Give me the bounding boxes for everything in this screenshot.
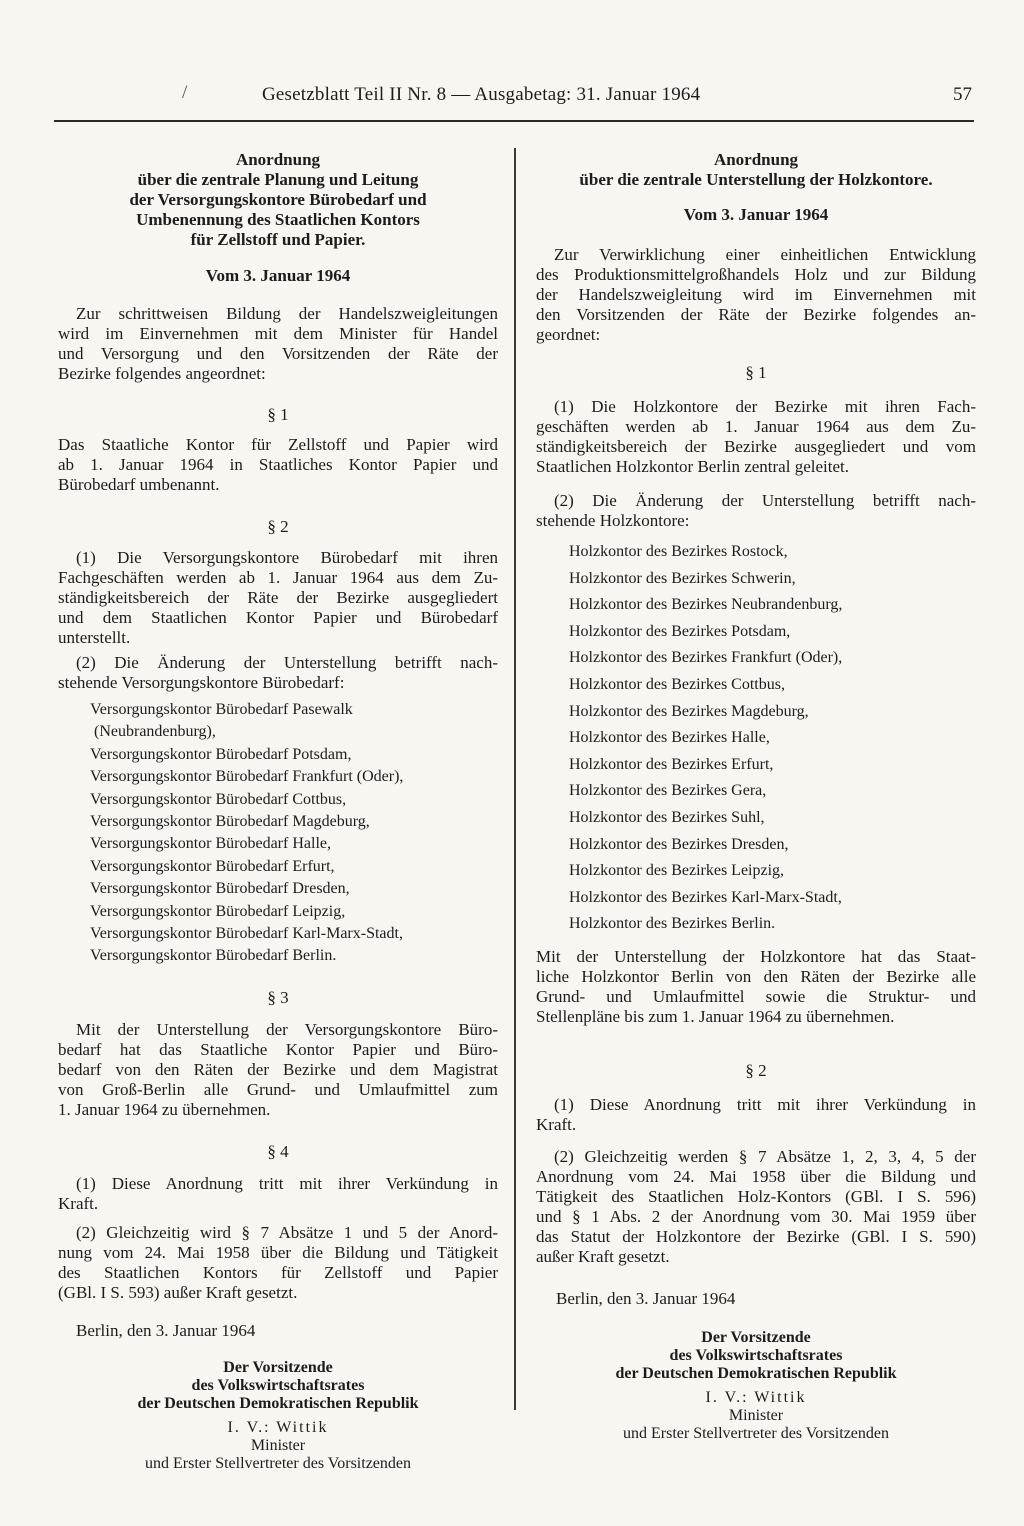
signatory-title: des Volkswirtschaftsrates — [669, 1346, 843, 1364]
right-s2-p2 — [536, 1147, 976, 1267]
right-s1-p2 — [536, 491, 976, 531]
title-line: für Zellstoff und Papier. — [190, 230, 366, 249]
text-line: (1) Die Versorgungskontore Bürobedarf mit ihren — [76, 548, 498, 567]
text-line: Kraft. — [536, 1114, 577, 1134]
text-line: Mit der Unterstellung der Versorgungskontore Büro- — [76, 1019, 498, 1039]
list-item: Versorgungskontor Bürobedarf Frankfurt (Oder), — [90, 768, 404, 786]
list-item: Holzkontor des Bezirkes Karl-Marx-Stadt, — [569, 888, 842, 906]
section-heading: § 2 — [267, 517, 289, 536]
signatory-title: Der Vorsitzende — [701, 1328, 811, 1346]
list-item: Versorgungskontor Bürobedarf Potsdam, — [90, 745, 352, 763]
text-line: 1. Januar 1964 zu übernehmen. — [58, 1099, 271, 1119]
right-signature — [536, 1329, 976, 1443]
signatory-role: Minister — [250, 1436, 306, 1454]
left-s4-p2 — [58, 1223, 498, 1303]
left-s2-p1 — [58, 548, 498, 648]
left-s1-text — [58, 435, 498, 495]
text-line: ab 1. Januar 1964 in Staatliches Kontor Papier und — [58, 455, 498, 474]
text-line: (1) Diese Anordnung tritt mit ihrer Verkündung in — [76, 1173, 498, 1193]
text-line: Fachgeschäften werden ab 1. Januar 1964 aus dem Zu- — [58, 568, 498, 587]
title-line: Anordnung — [713, 150, 799, 169]
text-line: des Produktionsmittelgroßhandels Holz und zur Bildung — [536, 265, 976, 284]
signatory-title: der Deutschen Demokratischen Republik — [615, 1364, 897, 1382]
page-header — [0, 84, 1024, 118]
title-line: über die zentrale Unterstellung der Holzkontore. — [579, 170, 933, 189]
text-line: Das Staatliche Kontor für Zellstoff und Papier wird — [58, 435, 498, 454]
left-column — [58, 150, 498, 1473]
list-item: Versorgungskontor Bürobedarf Berlin. — [90, 947, 337, 965]
text-line: und § 1 Abs. 2 der Anordnung vom 30. Mai 1959 über — [536, 1206, 976, 1226]
text-line: ständigkeitsbereich der Bezirke ausgegliedert und vom — [536, 437, 976, 456]
text-line: Tätigkeit des Staatlichen Holz-Kontors (GBl. I S. 596) — [536, 1186, 976, 1206]
text-line: Zur schrittweisen Bildung der Handelszweigleitungen — [76, 304, 498, 323]
text-line: außer Kraft gesetzt. — [536, 1246, 670, 1266]
text-line: ständigkeitsbereich der Räte der Bezirke ausgegliedert — [58, 588, 498, 607]
list-item: Holzkontor des Bezirkes Magdeburg, — [569, 702, 809, 720]
header-rule — [54, 120, 974, 122]
text-line: bedarf von den Räten der Bezirke und dem Magistrat — [58, 1059, 498, 1079]
text-line: Grund- und Umlaufmittel sowie die Struktur- und — [536, 986, 976, 1006]
holzkontor-list — [536, 539, 976, 938]
signatory-title: Der Vorsitzende — [223, 1358, 333, 1376]
text-line: liche Holzkontor Berlin von den Räten der Bezirke alle — [536, 966, 976, 986]
signatory-role: Minister — [728, 1406, 784, 1424]
title-line: der Versorgungskontore Bürobedarf und — [129, 190, 427, 209]
left-kontor-list — [58, 699, 498, 968]
list-item: Versorgungskontor Bürobedarf Erfurt, — [90, 857, 335, 875]
list-item: Holzkontor des Bezirkes Frankfurt (Oder), — [569, 649, 843, 667]
text-line: unterstellt. — [58, 628, 131, 647]
list-item: Holzkontor des Bezirkes Potsdam, — [569, 622, 791, 640]
text-line: nung vom 24. Mai 1958 über die Bildung und Tätigkeit — [58, 1242, 498, 1262]
list-item: Versorgungskontor Bürobedarf Dresden, — [90, 880, 350, 898]
left-signature — [58, 1359, 498, 1473]
list-item: Holzkontor des Bezirkes Suhl, — [569, 808, 765, 826]
text-line: Bürobedarf umbenannt. — [58, 475, 220, 494]
place-date: Berlin, den 3. Januar 1964 — [76, 1320, 256, 1340]
margin-mark: / — [182, 82, 188, 103]
text-line: Zur Verwirklichung einer einheitlichen Entwicklung — [554, 245, 976, 264]
text-line: des Staatlichen Kontors für Zellstoff und Papier — [58, 1262, 498, 1282]
text-line: Anordnung vom 24. Mai 1958 über die Bildung und — [536, 1166, 976, 1186]
list-item: Versorgungskontor Bürobedarf Cottbus, — [90, 790, 347, 808]
list-item: Holzkontor des Bezirkes Cottbus, — [569, 675, 785, 693]
section-heading: § 2 — [745, 1060, 767, 1080]
signatory-role: und Erster Stellvertreter des Vorsitzenden — [145, 1454, 411, 1472]
text-line: Stellenpläne bis zum 1. Januar 1964 zu übernehmen. — [536, 1006, 895, 1026]
text-line: geschäften werden ab 1. Januar 1964 aus dem Zu- — [536, 417, 976, 436]
list-item: Holzkontor des Bezirkes Erfurt, — [569, 755, 774, 773]
list-item: Holzkontor des Bezirkes Rostock, — [569, 543, 788, 560]
text-line: Kraft. — [58, 1193, 99, 1213]
text-line: bedarf hat das Staatliche Kontor Papier und Büro- — [58, 1039, 498, 1059]
text-line: geordnet: — [536, 325, 601, 344]
text-line: und Versorgung und den Vorsitzenden der Räte der — [58, 344, 498, 363]
list-item: Holzkontor des Bezirkes Schwerin, — [569, 569, 796, 587]
list-item: Versorgungskontor Bürobedarf Karl-Marx-Stadt, — [90, 925, 403, 943]
left-date: Vom 3. Januar 1964 — [205, 266, 351, 285]
signatory-name: I. V.: Wittik — [705, 1388, 807, 1406]
text-line: (GBl. I S. 593) außer Kraft gesetzt. — [58, 1282, 298, 1302]
right-column — [536, 150, 976, 1443]
signatory-title: des Volkswirtschaftsrates — [191, 1376, 365, 1394]
text-line: (2) Gleichzeitig werden § 7 Absätze 1, 2, 3, 4, 5 der — [554, 1146, 976, 1166]
text-line: der Handelszweigleitung wird im Einvernehmen mit — [536, 285, 976, 304]
signatory-role: und Erster Stellvertreter des Vorsitzenden — [623, 1424, 889, 1442]
text-line: den Vorsitzenden der Räte der Bezirke folgendes an- — [536, 305, 976, 324]
list-item: Holzkontor des Bezirkes Gera, — [569, 782, 767, 800]
right-s2-p1 — [536, 1095, 976, 1135]
text-line: von Groß-Berlin alle Grund- und Umlaufmittel zum — [58, 1079, 498, 1099]
list-item: Holzkontor des Bezirkes Halle, — [569, 729, 770, 747]
left-s3-text — [58, 1020, 498, 1120]
title-line: Anordnung — [235, 150, 321, 169]
right-preamble — [536, 245, 976, 345]
page-number: 57 — [953, 84, 972, 105]
text-line: Bezirke folgendes angeordnet: — [58, 364, 266, 383]
list-item: Versorgungskontor Bürobedarf Magdeburg, — [90, 813, 370, 831]
section-heading: § 1 — [267, 405, 289, 424]
text-line: (1) Diese Anordnung tritt mit ihrer Verkündung in — [554, 1094, 976, 1114]
place-date: Berlin, den 3. Januar 1964 — [556, 1288, 736, 1308]
signatory-name: I. V.: Wittik — [227, 1418, 329, 1436]
right-s1-p1 — [536, 397, 976, 477]
text-line: (2) Die Änderung der Unterstellung betrifft nach- — [76, 653, 498, 672]
left-preamble — [58, 304, 498, 384]
list-item: Versorgungskontor Bürobedarf Halle, — [90, 835, 331, 853]
column-divider — [514, 148, 516, 1410]
signatory-title: der Deutschen Demokratischen Republik — [137, 1394, 419, 1412]
section-heading: § 3 — [267, 987, 289, 1007]
text-line: wird im Einvernehmen mit dem Minister für Handel — [58, 324, 498, 343]
title-line: Umbenennung des Staatlichen Kontors — [136, 210, 420, 229]
right-date: Vom 3. Januar 1964 — [683, 205, 829, 224]
section-heading: § 4 — [267, 1141, 289, 1161]
left-title — [58, 150, 498, 250]
list-item: (Neubrandenburg), — [94, 723, 216, 741]
left-s4-p1 — [58, 1174, 498, 1214]
list-item: Versorgungskontor Bürobedarf Pasewalk — [90, 701, 353, 718]
list-item: Holzkontor des Bezirkes Berlin. — [569, 915, 776, 933]
section-heading: § 1 — [745, 363, 767, 382]
text-line: stehende Versorgungskontore Bürobedarf: — [58, 673, 345, 692]
list-item: Versorgungskontor Bürobedarf Leipzig, — [90, 902, 346, 920]
text-line: (1) Die Holzkontore der Bezirke mit ihren Fach- — [554, 397, 976, 416]
text-line: das Statut der Holzkontore der Bezirke (GBl. I S. 590) — [536, 1226, 976, 1246]
left-s2-p2 — [58, 653, 498, 693]
right-s1-closing — [536, 947, 976, 1027]
list-item: Holzkontor des Bezirkes Dresden, — [569, 835, 789, 853]
text-line: Mit der Unterstellung der Holzkontore hat das Staat- — [536, 946, 976, 966]
list-item: Holzkontor des Bezirkes Neubrandenburg, — [569, 596, 843, 614]
list-item: Holzkontor des Bezirkes Leipzig, — [569, 862, 785, 880]
text-line: (2) Gleichzeitig wird § 7 Absätze 1 und 5 der Anord- — [76, 1222, 498, 1242]
text-line: und dem Staatlichen Kontor Papier und Bürobedarf — [58, 608, 498, 627]
title-line: über die zentrale Planung und Leitung — [137, 170, 419, 189]
text-line: stehende Holzkontore: — [536, 511, 690, 530]
gazette-title: Gesetzblatt Teil II Nr. 8 — Ausgabetag: 31. Januar 1964 — [262, 84, 701, 105]
right-title — [536, 150, 976, 190]
text-line: Staatlichen Holzkontor Berlin zentral geleitet. — [536, 457, 849, 476]
text-line: (2) Die Änderung der Unterstellung betrifft nach- — [554, 491, 976, 510]
